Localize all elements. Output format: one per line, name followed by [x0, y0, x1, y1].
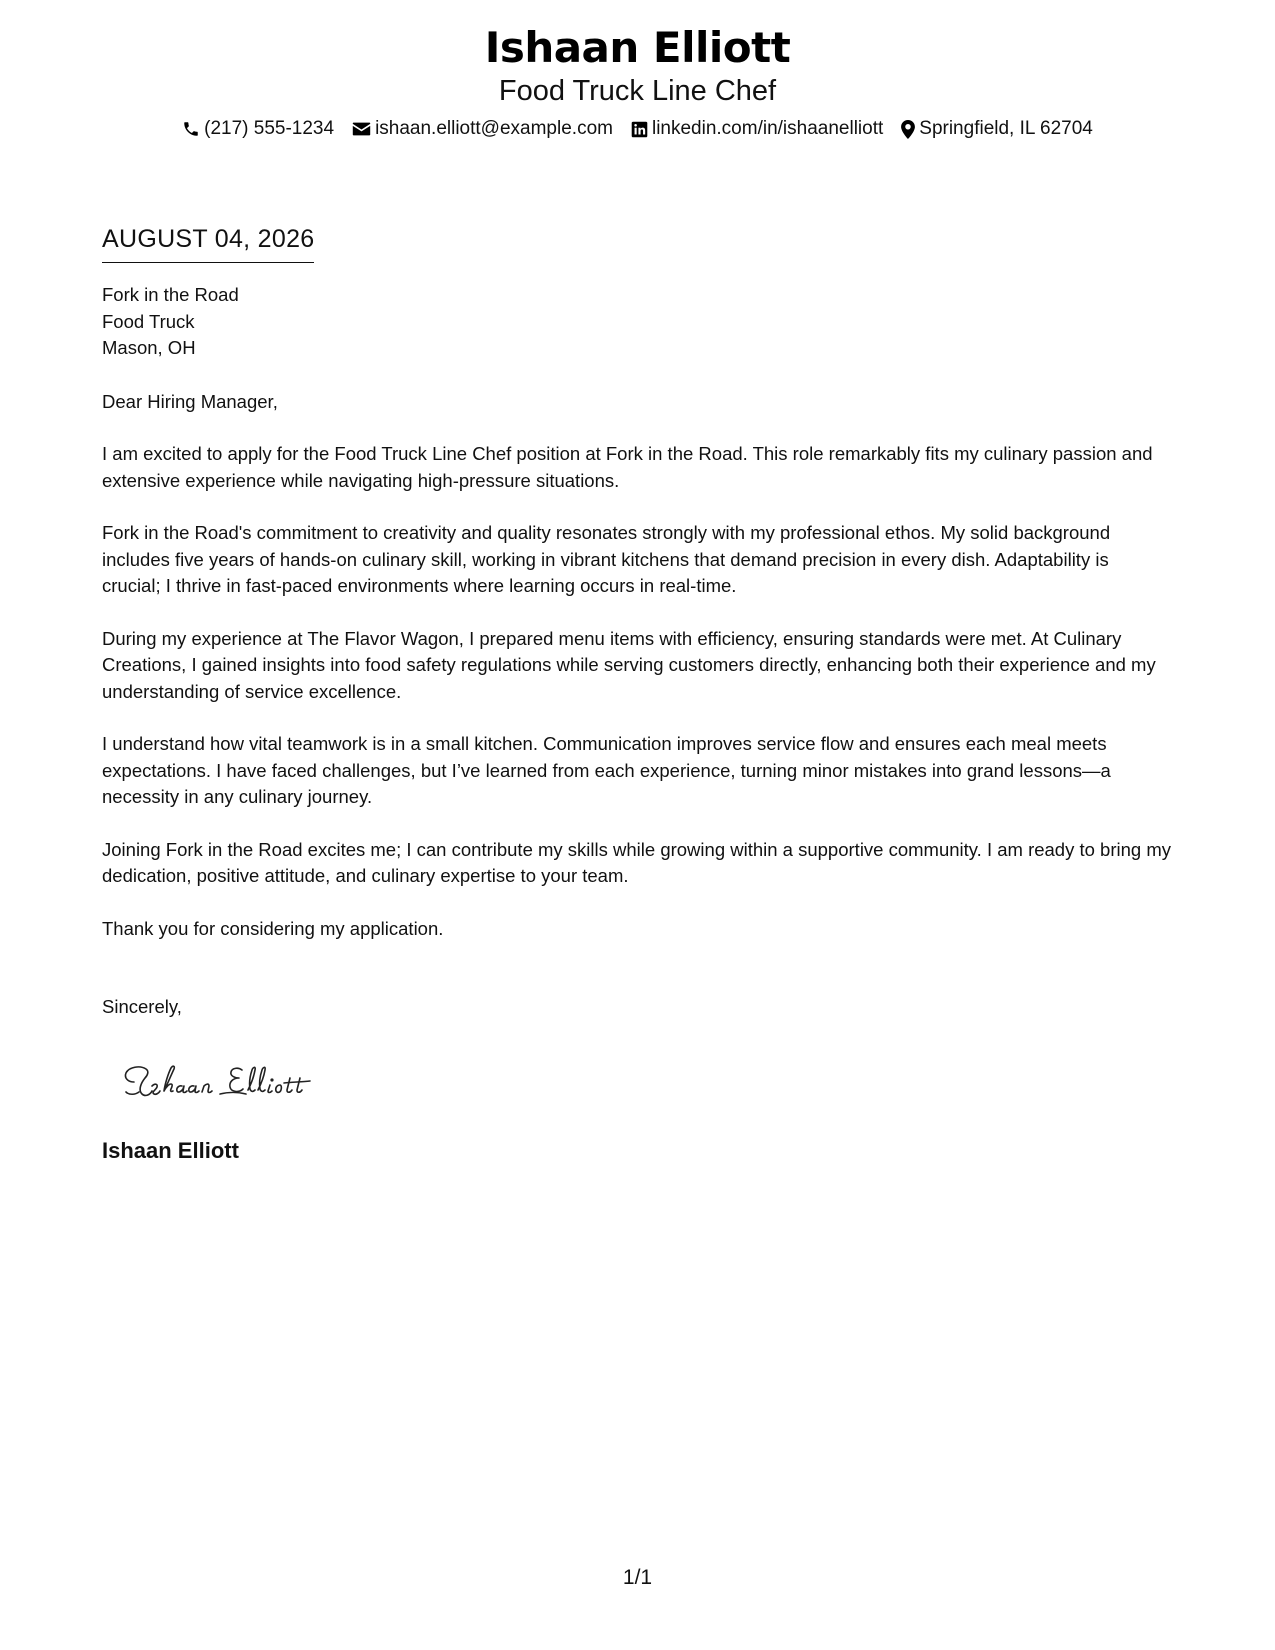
map-pin-icon	[901, 120, 915, 139]
letter-header	[0, 22, 1275, 142]
location-text: Springfield, IL 62704	[919, 118, 1093, 139]
paragraph-experience: During my experience at The Flavor Wagon, I prepared menu items with efficiency, ensuring standards were met. At Culinary Creations, I gained insights into food safety regulations while serving customers directly, enhancing both their experience and my understanding of service excellence.	[102, 627, 1156, 702]
email-text[interactable]: ishaan.elliott@example.com	[375, 118, 613, 139]
paragraph-intro: I am excited to apply for the Food Truck Line Chef position at Fork in the Road. This role remarkably fits my culinary passion and extensive experience while navigating high-pressure situations.	[102, 443, 1153, 491]
page-number: 1/1	[622, 1566, 653, 1589]
linkedin-icon	[631, 121, 648, 138]
paragraph-motivation: Joining Fork in the Road excites me; I can contribute my skills while growing within a supportive community. I am ready to bring my dedication, positive attitude, and culinary expertise to your team.	[102, 838, 1171, 886]
linkedin-text[interactable]: linkedin.com/in/ishaanelliott	[651, 118, 884, 139]
recipient-type: Food Truck	[102, 310, 195, 332]
paragraph-background: Fork in the Road's commitment to creativity and quality resonates strongly with my professional ethos. My solid background includes five years of hands-on culinary skill, working in vibrant kitchens that demand precision in every dish. Adaptability is crucial; I thrive in fast-paced environments where learning occurs in real-time.	[102, 522, 1111, 596]
phone-text: (217) 555-1234	[204, 118, 335, 139]
letter-body	[102, 282, 1172, 1021]
signer-name: Ishaan Elliott	[102, 1138, 239, 1163]
contact-linkedin[interactable]	[631, 116, 883, 142]
closing: Sincerely,	[102, 996, 182, 1017]
paragraph-teamwork: I understand how vital teamwork is in a small kitchen. Communication improves service flow and ensures each meal meets expectations. I have faced challenges, but I’ve learned from each experience, turning minor mistakes into grand lessons—a necessity in any culinary journey.	[102, 733, 1111, 807]
contact-row	[0, 116, 1275, 142]
salutation: Dear Hiring Manager,	[102, 390, 278, 412]
contact-phone	[182, 116, 334, 142]
letter-date: AUGUST 04, 2026	[102, 222, 314, 263]
recipient-company: Fork in the Road	[102, 284, 239, 305]
recipient-block	[102, 282, 1172, 362]
applicant-name: Ishaan Elliott	[484, 23, 791, 72]
contact-email[interactable]	[352, 116, 613, 142]
handwritten-signature	[120, 1048, 340, 1108]
phone-icon	[182, 120, 200, 138]
envelope-icon	[352, 121, 371, 137]
paragraph-thanks: Thank you for considering my application.	[102, 917, 444, 939]
contact-location	[901, 116, 1093, 142]
job-title: Food Truck Line Chef	[498, 75, 777, 107]
recipient-location: Mason, OH	[102, 337, 196, 358]
